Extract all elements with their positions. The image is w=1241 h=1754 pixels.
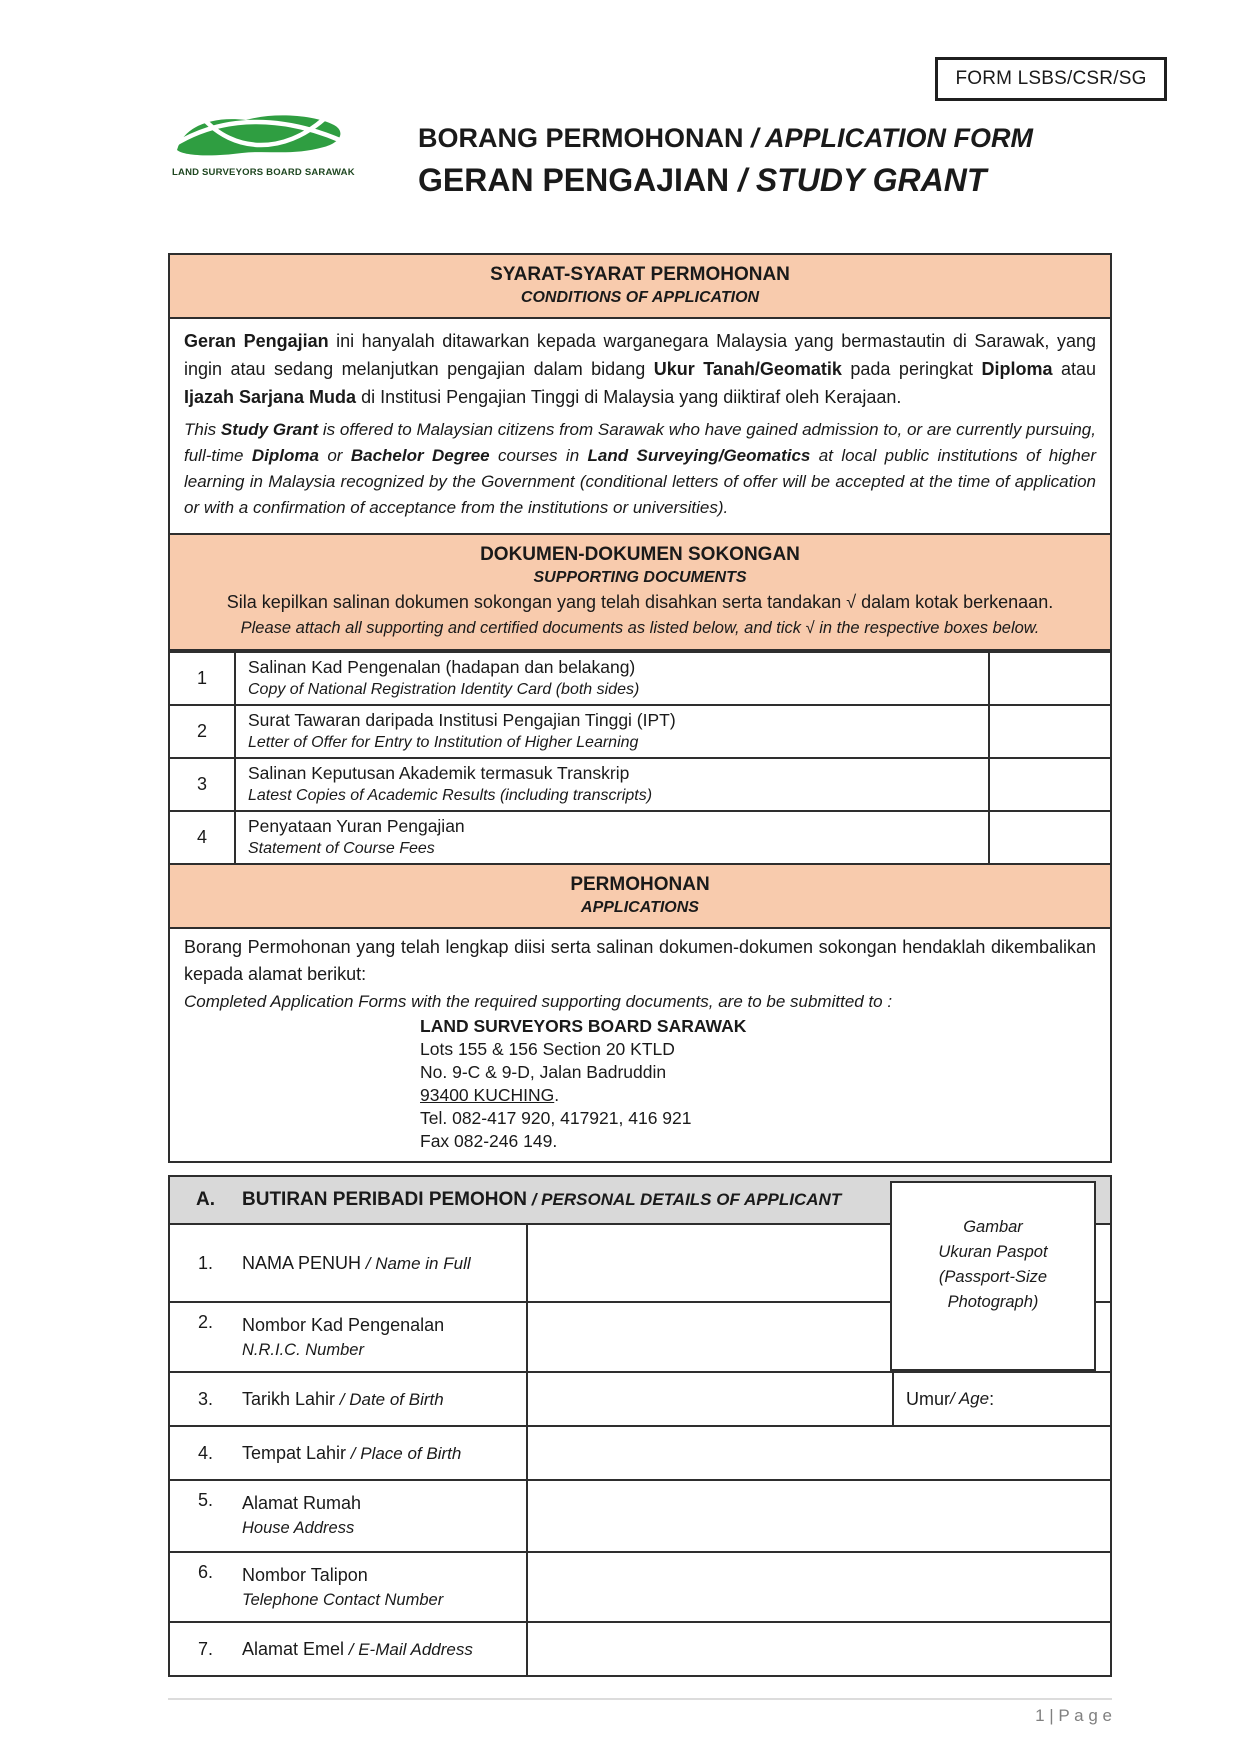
doc-checkbox-cell[interactable]	[990, 653, 1110, 704]
title-line2-malay: GERAN PENGAJIAN	[418, 162, 730, 198]
section-a-personal-details	[168, 1175, 1112, 1677]
conditions-header-band	[170, 255, 1110, 317]
house-address-field[interactable]	[526, 1481, 1110, 1551]
doc-row-description: Salinan Kad Pengenalan (hadapan dan belakang) Copy of National Registration Identity Card (both sides)	[236, 653, 990, 704]
doc-row-number: 3	[170, 759, 236, 810]
conditions-body	[170, 317, 1110, 533]
form-code-box	[935, 57, 1167, 101]
conditions-header-english: CONDITIONS OF APPLICATION	[520, 289, 760, 306]
title-line-2	[418, 160, 1033, 200]
field-label-full-name: 1. NAMA PENUH / Name in Full	[198, 1252, 471, 1273]
applications-header-band	[170, 863, 1110, 927]
conditions-header-malay: SYARAT-SYARAT PERMOHONAN	[490, 264, 790, 285]
address-line: No. 9-C & 9-D, Jalan Badruddin	[420, 1062, 667, 1082]
main-content-box	[168, 253, 1112, 1163]
doc-row-number: 2	[170, 706, 236, 757]
address-fax: Fax 082-246 149.	[420, 1131, 558, 1151]
doc-row-description: Penyataan Yuran Pengajian Statement of Course Fees	[236, 812, 990, 863]
supporting-note-malay: Sila kepilkan salinan dokumen sokongan yang telah disahkan serta tandakan √ dalam kotak berkenaan.	[226, 592, 1054, 612]
doc-row-description: Surat Tawaran daripada Institusi Pengajian Tinggi (IPT) Letter of Offer for Entry to Institution of Higher Learning	[236, 706, 990, 757]
place-of-birth-field[interactable]	[526, 1427, 1110, 1479]
bold-diploma: Diploma	[981, 359, 1053, 379]
bold-ukur-tanah: Ukur Tanah/Geomatik	[653, 359, 842, 379]
field-label-house-address: 5. Alamat Rumah House Address	[198, 1490, 362, 1537]
applications-header-malay: PERMOHONAN	[570, 874, 710, 895]
supporting-header-malay: DOKUMEN-DOKUMEN SOKONGAN	[480, 544, 800, 565]
table-row	[170, 1479, 1110, 1551]
telephone-field[interactable]	[526, 1553, 1110, 1621]
table-row	[170, 1621, 1110, 1675]
address-telephone: Tel. 082-417 920, 417921, 416 921	[420, 1108, 692, 1128]
address-city: 93400 KUCHING.	[420, 1085, 560, 1105]
applications-body	[170, 927, 1110, 1161]
conditions-paragraph-english: This Study Grant is offered to Malaysian citizens from Sarawak who have gained admission to, or are currently pursuing, full-time Diploma or Bachelor Degree courses in Land Surveying/Geomatics at local public institutions of higher learning in Malaysia recognized by the Government (conditional letters of offer will be accepted at the time of application or with a confirmation of acceptance from the institutions or universities).	[184, 420, 1096, 517]
section-a-title: BUTIRAN PERIBADI PEMOHON / PERSONAL DETAILS OF APPLICANT	[242, 1189, 842, 1210]
passport-photo-box[interactable]: Gambar Ukuran Paspot (Passport-Size Photograph)	[890, 1181, 1096, 1371]
address-line: Lots 155 & 156 Section 20 KTLD	[420, 1039, 675, 1059]
table-row	[170, 757, 1110, 810]
title-line1-english: / APPLICATION FORM	[743, 123, 1034, 153]
address-org-name: LAND SURVEYORS BOARD SARAWAK	[420, 1016, 747, 1036]
doc-row-number: 4	[170, 812, 236, 863]
footer-divider	[168, 1698, 1112, 1700]
doc-checkbox-cell[interactable]	[990, 759, 1110, 810]
form-code-label: FORM LSBS/CSR/SG	[955, 68, 1147, 89]
field-label-nric: 2. Nombor Kad Pengenalan N.R.I.C. Number	[198, 1312, 445, 1359]
logo-caption: LAND SURVEYORS BOARD SARAWAK	[172, 167, 355, 178]
table-row	[170, 810, 1110, 863]
email-field[interactable]	[526, 1623, 1110, 1675]
table-row	[170, 1425, 1110, 1479]
age-field[interactable]: Umur / Age :	[892, 1373, 1110, 1425]
field-label-date-of-birth: 3. Tarikh Lahir / Date of Birth	[198, 1388, 444, 1409]
supporting-documents-header-band	[170, 533, 1110, 649]
conditions-paragraph-malay: Geran Pengajian ini hanyalah ditawarkan kepada warganegara Malaysia yang bermastautin di Sarawak, yang ingin atau sedang melanjutkan pengajian dalam bidang Ukur Tanah/Geomatik pada peringkat Diploma atau Ijazah Sarjana Muda di Institusi Pengajian Tinggi di Malaysia yang diiktiraf oleh Kerajaan.	[184, 331, 1097, 407]
supporting-header-english: SUPPORTING DOCUMENTS	[533, 569, 747, 586]
lsbs-logo-icon	[172, 147, 348, 164]
title-line-1	[418, 121, 1033, 155]
table-row	[170, 1551, 1110, 1621]
table-row	[170, 1371, 1110, 1425]
doc-checkbox-cell[interactable]	[990, 812, 1110, 863]
doc-checkbox-cell[interactable]	[990, 706, 1110, 757]
table-row	[170, 704, 1110, 757]
bold-geran-pengajian: Geran Pengajian	[184, 331, 329, 351]
table-row	[170, 651, 1110, 704]
title-line2-english: / STUDY GRANT	[729, 162, 987, 198]
title-line1-malay: BORANG PERMOHONAN	[418, 123, 744, 153]
submission-address	[420, 1015, 1096, 1153]
photo-box-label: Gambar	[963, 1218, 1023, 1236]
supporting-documents-table	[170, 649, 1110, 863]
doc-row-description: Salinan Keputusan Akademik termasuk Transkrip Latest Copies of Academic Results (including transcripts)	[236, 759, 990, 810]
field-label-place-of-birth: 4. Tempat Lahir / Place of Birth	[198, 1442, 462, 1463]
field-label-email: 7. Alamat Emel / E-Mail Address	[198, 1638, 473, 1659]
applications-instruction-english: Completed Application Forms with the required supporting documents, are to be submitted to :	[184, 992, 893, 1011]
page-number: 1 | P a g e	[1035, 1706, 1112, 1725]
applications-header-english: APPLICATIONS	[581, 899, 699, 916]
doc-row-number: 1	[170, 653, 236, 704]
date-of-birth-field[interactable]	[526, 1373, 892, 1425]
section-a-letter: A.	[196, 1189, 215, 1210]
document-title	[418, 121, 1033, 200]
applications-instruction-malay: Borang Permohonan yang telah lengkap diisi serta salinan dokumen-dokumen sokongan hendaklah dikembalikan kepada alamat berikut:	[184, 937, 1096, 984]
field-label-telephone: 6. Nombor Talipon Telephone Contact Number	[198, 1562, 444, 1609]
logo	[172, 110, 355, 178]
bold-ijazah: Ijazah Sarjana Muda	[184, 387, 357, 407]
supporting-note-english: Please attach all supporting and certified documents as listed below, and tick √ in the respective boxes below.	[240, 619, 1040, 637]
